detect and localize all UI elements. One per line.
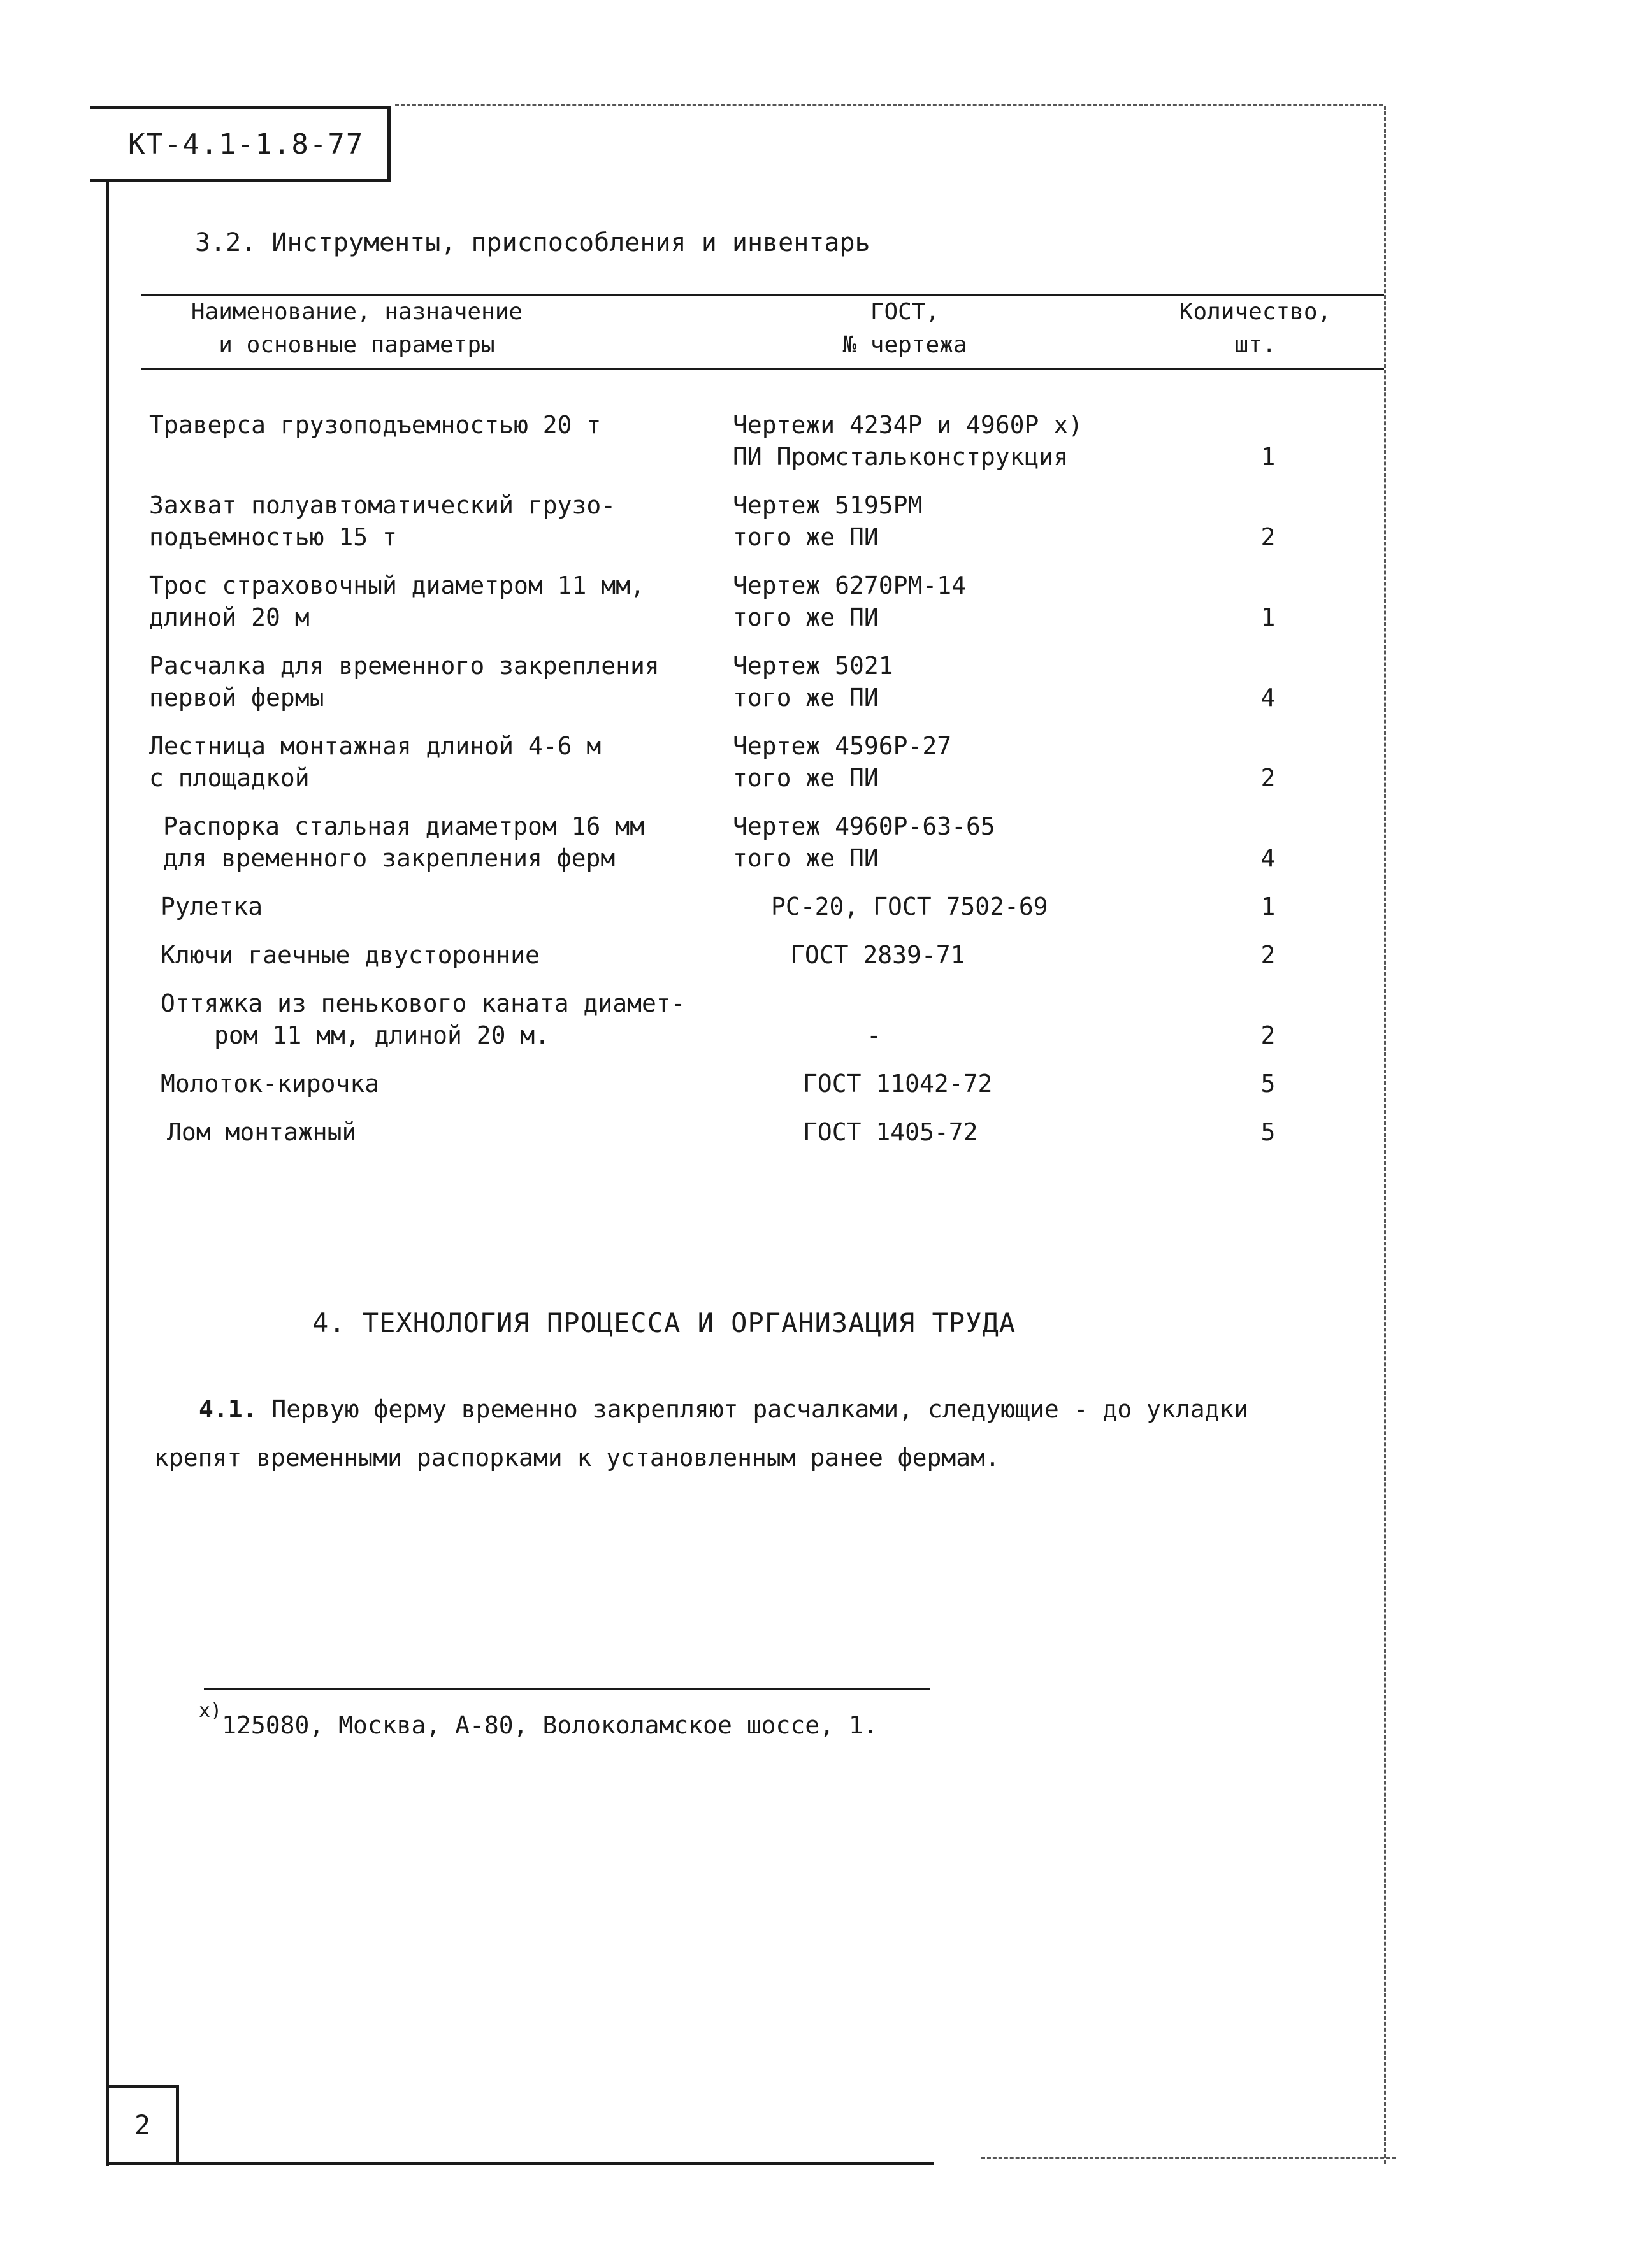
frame-right-line (1384, 106, 1386, 2164)
row-1-qty: 1 (1260, 443, 1276, 471)
footnote-text: 125080, Москва, А-80, Волоколамское шоссе, 1. (222, 1711, 878, 1739)
table-row-name (149, 409, 723, 441)
table-row-gost (790, 939, 1198, 971)
row-3-name-line-1: Трос страховочный диаметром 11 мм, (149, 571, 645, 599)
row-2-name-line-2: подъемностью 15 т (149, 523, 397, 551)
row-8-qty: 2 (1260, 941, 1276, 969)
footnote (199, 1700, 878, 1739)
row-1-gost-line-2: ПИ Промстальконструкция (733, 443, 1069, 471)
footnote-rule (204, 1688, 930, 1690)
row-6-gost-line-2: того же ПИ (733, 844, 879, 872)
header-name (159, 296, 554, 362)
header-quantity (1160, 296, 1351, 362)
row-11-gost: ГОСТ 1405-72 (803, 1118, 978, 1146)
row-9-gost: - (867, 1021, 881, 1049)
table-row-name (167, 1116, 740, 1148)
header-gost (765, 296, 1045, 362)
section-title: 3.2. Инструменты, приспособления и инвентарь (195, 228, 870, 257)
table-row-gost (867, 1019, 905, 1051)
header-gost-line-1: ГОСТ, (870, 299, 940, 325)
header-name-line-1: Наименование, назначение (191, 299, 523, 325)
frame-bottom-dashed-line (981, 2157, 1396, 2159)
chapter-title: 4. ТЕХНОЛОГИЯ ПРОЦЕССА И ОРГАНИЗАЦИЯ ТРУДА (312, 1307, 1016, 1339)
row-7-gost: РС-20, ГОСТ 7502-69 (771, 893, 1048, 921)
row-6-name-line-2: для временного закрепления ферм (163, 844, 616, 872)
row-2-name-line-1: Захват полуавтоматический грузо- (149, 491, 616, 519)
paragraph-number: 4.1. (199, 1395, 257, 1423)
row-6-qty: 4 (1260, 844, 1276, 872)
row-6-name-line-1: Распорка стальная диаметром 16 мм (163, 812, 644, 840)
row-1-gost-line-1: Чертежи 4234Р и 4960Р х) (733, 411, 1083, 439)
table-row-gost (733, 570, 1141, 633)
table-row-gost (803, 1068, 1211, 1100)
header-quantity-line-1: Количество, (1179, 299, 1332, 325)
row-2-gost-line-2: того же ПИ (733, 523, 879, 551)
row-3-gost-line-1: Чертеж 6270РМ-14 (733, 571, 967, 599)
row-9-qty: 2 (1260, 1021, 1276, 1049)
row-5-name-line-1: Лестница монтажная длиной 4-6 м (149, 732, 602, 760)
row-8-name: Ключи гаечные двусторонние (161, 941, 540, 969)
row-2-gost-line-1: Чертеж 5195РМ (733, 491, 923, 519)
row-10-qty: 5 (1260, 1070, 1276, 1098)
table-row-name (149, 489, 723, 553)
row-5-gost-line-1: Чертеж 4596Р-27 (733, 732, 952, 760)
document-code-stamp (90, 106, 391, 182)
table-row-name (149, 650, 723, 714)
row-11-qty: 5 (1260, 1118, 1276, 1146)
table-row-name (161, 1068, 734, 1100)
table-row-name (149, 730, 723, 794)
table-row-gost (733, 650, 1141, 714)
row-10-gost: ГОСТ 11042-72 (803, 1070, 993, 1098)
row-4-name-line-1: Расчалка для временного закрепления (149, 652, 660, 680)
table-row-name (149, 570, 723, 633)
row-5-gost-line-2: того же ПИ (733, 764, 879, 792)
row-9-name-line-2: ром 11 мм, длиной 20 м. (214, 1021, 550, 1049)
frame-bottom-line (106, 2162, 934, 2165)
row-7-name: Рулетка (161, 893, 263, 921)
table-row-name (161, 987, 734, 1051)
row-4-name-line-2: первой фермы (149, 684, 324, 712)
row-3-qty: 1 (1260, 603, 1276, 631)
header-quantity-line-2: шт. (1234, 332, 1276, 358)
paragraph-text-line-1: Первую ферму временно закрепляют расчалками, следующие - до укладки (257, 1395, 1249, 1423)
header-gost-line-2: № чертежа (842, 332, 967, 358)
footnote-marker: х) (199, 1700, 222, 1722)
paragraph-text-line-2: крепят временными распорками к установленным ранее фермам. (154, 1444, 1000, 1472)
paragraph-4-1 (154, 1385, 1352, 1482)
row-8-gost: ГОСТ 2839-71 (790, 941, 965, 969)
row-11-name: Лом монтажный (167, 1118, 357, 1146)
row-4-gost-line-2: того же ПИ (733, 684, 879, 712)
frame-top-line (395, 104, 1383, 106)
row-3-name-line-2: длиной 20 м (149, 603, 310, 631)
row-5-qty: 2 (1260, 764, 1276, 792)
row-2-qty: 2 (1260, 523, 1276, 551)
row-3-gost-line-2: того же ПИ (733, 603, 879, 631)
page-number: 2 (134, 2109, 151, 2141)
table-row-name (161, 891, 734, 922)
row-4-gost-line-1: Чертеж 5021 (733, 652, 893, 680)
table-row-gost (733, 409, 1141, 473)
row-4-qty: 4 (1260, 684, 1276, 712)
row-9-name-line-1: Оттяжка из пенькового каната диамет- (161, 989, 686, 1017)
table-row-gost (771, 891, 1179, 922)
row-10-name: Молоток-кирочка (161, 1070, 380, 1098)
row-7-qty: 1 (1260, 893, 1276, 921)
row-1-name: Траверса грузоподъемностью 20 т (149, 411, 602, 439)
table-row-gost (733, 730, 1141, 794)
frame-left-line (106, 106, 109, 2166)
table-row-gost (733, 810, 1141, 874)
table-row-gost (733, 489, 1141, 553)
table-header-rule (141, 368, 1384, 370)
row-5-name-line-2: с площадкой (149, 764, 310, 792)
table-row-gost (803, 1116, 1211, 1148)
table-row-name (161, 939, 734, 971)
page-number-box (109, 2085, 179, 2162)
header-name-line-2: и основные параметры (219, 332, 495, 358)
document-code: КТ-4.1-1.8-77 (128, 127, 364, 161)
row-6-gost-line-1: Чертеж 4960Р-63-65 (733, 812, 995, 840)
table-row-name (163, 810, 737, 874)
